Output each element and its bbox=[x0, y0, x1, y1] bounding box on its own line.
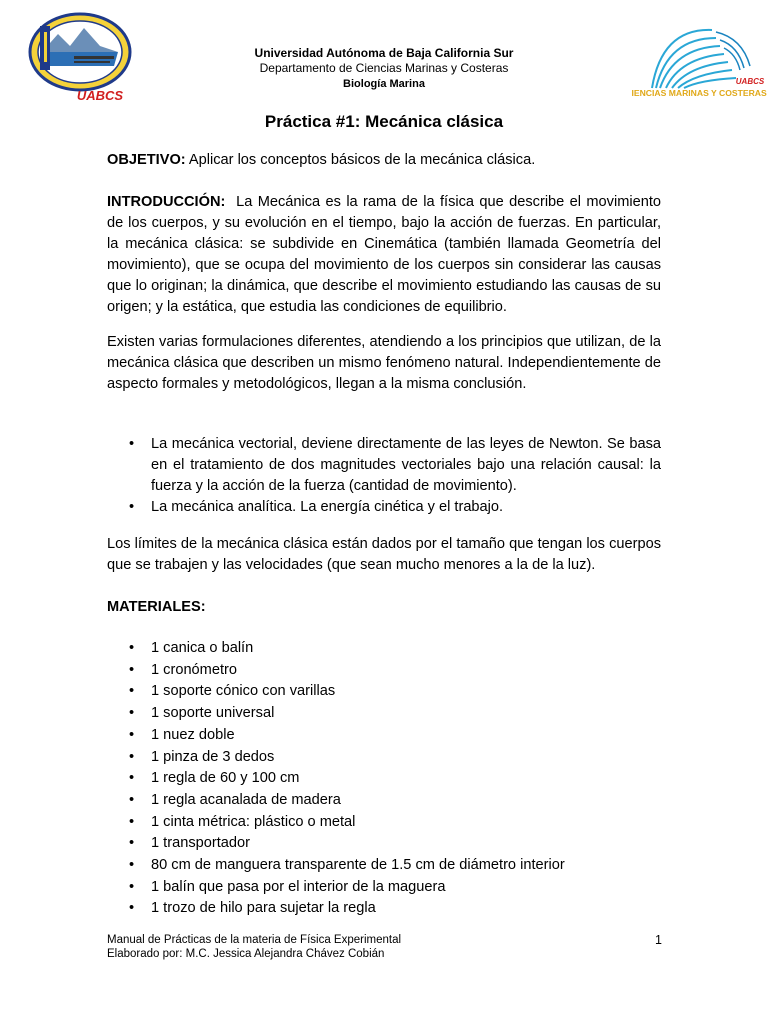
materiales-list bbox=[107, 638, 661, 920]
objetivo-text: Aplicar los conceptos básicos de la mecánica clásica. bbox=[185, 152, 536, 168]
objetivo-section bbox=[107, 150, 661, 171]
introduccion-text: La Mecánica es la rama de la física que describe el movimiento de los cuerpos, y su evolución en el tiempo, bajo la acción de fuerzas. En particular, la mecánica clásica: se subdivide en Cinemática (también llamada Geometría del movimiento), que se ocupa del movimiento de los cuerpos sin considerar las causas que lo originan; la dinámica, que describe el movimiento estudiando las causas de su origen; y la estática, que estudia las condiciones de equilibrio. bbox=[107, 194, 666, 315]
list-item: • 1 trozo de hilo para sujetar la regla bbox=[107, 898, 661, 920]
list-item: • 1 soporte universal bbox=[107, 703, 661, 725]
list-item: • La mecánica vectorial, deviene directamente de las leyes de Newton. Se basa en el tratamiento de dos magnitudes vectoriales bajo una relación causal: la fuerza y la acción de la fuerza (cantidad de movimiento). bbox=[107, 434, 661, 497]
list-item: • 1 soporte cónico con varillas bbox=[107, 681, 661, 703]
list-item: • 80 cm de manguera transparente de 1.5 cm de diámetro interior bbox=[107, 855, 661, 877]
objetivo-label: OBJETIVO: bbox=[107, 152, 186, 168]
formulaciones-paragraph: Existen varias formulaciones diferentes, atendiendo a los principios que utilizan, de la mecánica clásica que describen un mismo fenómeno natural. Independientemente de aspecto formales y metodológicos, llegan a la misma conclusión. bbox=[107, 334, 661, 392]
list-item: • 1 cronómetro bbox=[107, 660, 661, 682]
svg-text:CIENCIAS MARINAS Y COSTERAS: CIENCIAS MARINAS Y COSTERAS bbox=[632, 88, 767, 98]
list-item: • 1 pinza de 3 dedos bbox=[107, 747, 661, 769]
list-item: • 1 transportador bbox=[107, 833, 661, 855]
materiales-heading: MATERIALES: bbox=[107, 599, 206, 615]
list-item: • 1 regla acanalada de madera bbox=[107, 790, 661, 812]
list-item: • 1 regla de 60 y 100 cm bbox=[107, 768, 661, 790]
page-title: Práctica #1: Mecánica clásica bbox=[264, 112, 504, 131]
footer-manual-title: Manual de Prácticas de la materia de Física Experimental bbox=[107, 934, 402, 946]
introduccion-label: INTRODUCCIÓN: bbox=[107, 194, 226, 210]
document-header bbox=[200, 46, 568, 92]
limites-paragraph: Los límites de la mecánica clásica están dados por el tamaño que tengan los cuerpos que se trabajen y las velocidades (que sean mucho menores a la de la luz). bbox=[107, 536, 661, 573]
ciencias-marinas-logo bbox=[632, 18, 768, 118]
university-name: Universidad Autónoma de Baja California Sur bbox=[254, 46, 514, 60]
svg-text:UABCS: UABCS bbox=[76, 88, 124, 103]
list-item: • 1 cinta métrica: plástico o metal bbox=[107, 812, 661, 834]
list-item: • La mecánica analítica. La energía cinética y el trabajo. bbox=[107, 497, 661, 518]
department-name: Departamento de Ciencias Marinas y Costeras bbox=[259, 61, 509, 75]
footer-author: Elaborado por: M.C. Jessica Alejandra Chávez Cobián bbox=[107, 948, 385, 960]
list-item: • 1 canica o balín bbox=[107, 638, 661, 660]
list-item: • 1 nuez doble bbox=[107, 725, 661, 747]
program-name: Biología Marina bbox=[343, 78, 425, 90]
svg-text:UABCS: UABCS bbox=[735, 77, 765, 86]
page-number: 1 bbox=[655, 933, 662, 947]
mecanica-list bbox=[107, 434, 661, 518]
page-footer bbox=[107, 933, 401, 961]
list-item: • 1 balín que pasa por el interior de la maguera bbox=[107, 877, 661, 899]
uabcs-logo bbox=[28, 12, 132, 104]
introduccion-section bbox=[107, 192, 666, 318]
